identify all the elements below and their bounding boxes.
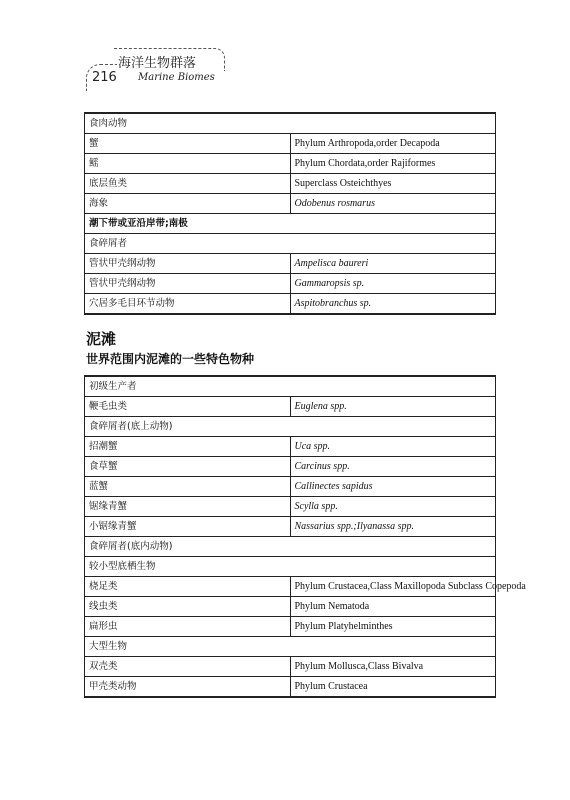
common-name-cell: 鳐: [85, 154, 291, 174]
table-row: [85, 437, 496, 457]
scientific-name-cell: Phylum Chordata,order Rajiformes: [290, 154, 496, 174]
group-heading-cell: 潮下带或亚沿岸带;南极: [85, 214, 496, 234]
table-row: [85, 274, 496, 294]
table-row: [85, 657, 496, 677]
table-row: [85, 677, 496, 698]
scientific-name-cell: Carcinus spp.: [290, 457, 496, 477]
table-row: [85, 294, 496, 315]
common-name-cell: 锯缘青蟹: [85, 497, 291, 517]
scientific-name-cell: Aspitobranchus sp.: [290, 294, 496, 315]
species-table-mudflat: [84, 375, 526, 698]
common-name-cell: 蓝蟹: [85, 477, 291, 497]
table-row: [85, 457, 496, 477]
table-row: [85, 577, 496, 597]
table-row: [85, 254, 496, 274]
group-heading-cell: 食肉动物: [85, 113, 496, 134]
running-title-en: Marine Biomes: [138, 72, 215, 83]
table-row: [85, 397, 496, 417]
table-row: [85, 497, 496, 517]
group-heading-cell: 较小型底栖生物: [85, 557, 496, 577]
scientific-name-cell: Callinectes sapidus: [290, 477, 496, 497]
table-row: [85, 517, 496, 537]
common-name-cell: 管状甲壳纲动物: [85, 274, 291, 294]
common-name-cell: 扁形虫: [85, 617, 291, 637]
scientific-name-cell: Phylum Crustacea: [290, 677, 496, 698]
group-heading-cell: 食碎屑者(底内动物): [85, 537, 496, 557]
scientific-name-cell: Scylla spp.: [290, 497, 496, 517]
common-name-cell: 底层鱼类: [85, 174, 291, 194]
common-name-cell: 食草蟹: [85, 457, 291, 477]
common-name-cell: 双壳类: [85, 657, 291, 677]
group-heading-cell: 初级生产者: [85, 376, 496, 397]
table-row: [85, 617, 496, 637]
page-header: [86, 48, 226, 96]
scientific-name-cell: Phylum Platyhelminthes: [290, 617, 496, 637]
table-row: [85, 194, 496, 214]
page-number: 216: [92, 70, 117, 85]
scientific-name-cell: Superclass Osteichthyes: [290, 174, 496, 194]
scientific-name-cell: Phylum Arthropoda,order Decapoda: [290, 134, 496, 154]
common-name-cell: 招潮蟹: [85, 437, 291, 457]
common-name-cell: 桡足类: [85, 577, 291, 597]
group-heading-cell: 食碎屑者(底上动物): [85, 417, 496, 437]
table-group-row: [85, 113, 496, 134]
group-heading-cell: 食碎屑者: [85, 234, 496, 254]
scientific-name-cell: Phylum Crustacea,Class Maxillopoda Subclass Copepoda: [290, 577, 496, 597]
table-group-row: [85, 637, 496, 657]
running-title-cn: 海洋生物群落: [118, 56, 197, 71]
scientific-name-cell: Uca spp.: [290, 437, 496, 457]
table-group-row: [85, 234, 496, 254]
scientific-name-cell: Euglena spp.: [290, 397, 496, 417]
scientific-name-cell: Phylum Nematoda: [290, 597, 496, 617]
common-name-cell: 鞭毛虫类: [85, 397, 291, 417]
table-group-row: [85, 537, 496, 557]
group-heading-cell: 大型生物: [85, 637, 496, 657]
species-table-upper: [84, 112, 496, 315]
table-row: [85, 174, 496, 194]
scientific-name-cell: Nassarius spp.;Ilyanassa spp.: [290, 517, 496, 537]
common-name-cell: 甲壳类动物: [85, 677, 291, 698]
scientific-name-cell: Phylum Mollusca,Class Bivalva: [290, 657, 496, 677]
table-row: [85, 597, 496, 617]
table-row: [85, 477, 496, 497]
scientific-name-cell: Ampelisca baureri: [290, 254, 496, 274]
common-name-cell: 海象: [85, 194, 291, 214]
scientific-name-cell: Odobenus rosmarus: [290, 194, 496, 214]
table-group-row: [85, 557, 496, 577]
table-row: [85, 134, 496, 154]
table-group-row: [85, 417, 496, 437]
table-row: [85, 154, 496, 174]
table-caption: 世界范围内泥滩的一些特色物种: [86, 352, 255, 366]
common-name-cell: 管状甲壳纲动物: [85, 254, 291, 274]
common-name-cell: 穴居多毛目环节动物: [85, 294, 291, 315]
table-group-row: [85, 376, 496, 397]
common-name-cell: 蟹: [85, 134, 291, 154]
table-group-row: [85, 214, 496, 234]
section-heading: 泥滩: [86, 330, 117, 348]
common-name-cell: 小锯缘青蟹: [85, 517, 291, 537]
scientific-name-cell: Gammaropsis sp.: [290, 274, 496, 294]
common-name-cell: 线虫类: [85, 597, 291, 617]
